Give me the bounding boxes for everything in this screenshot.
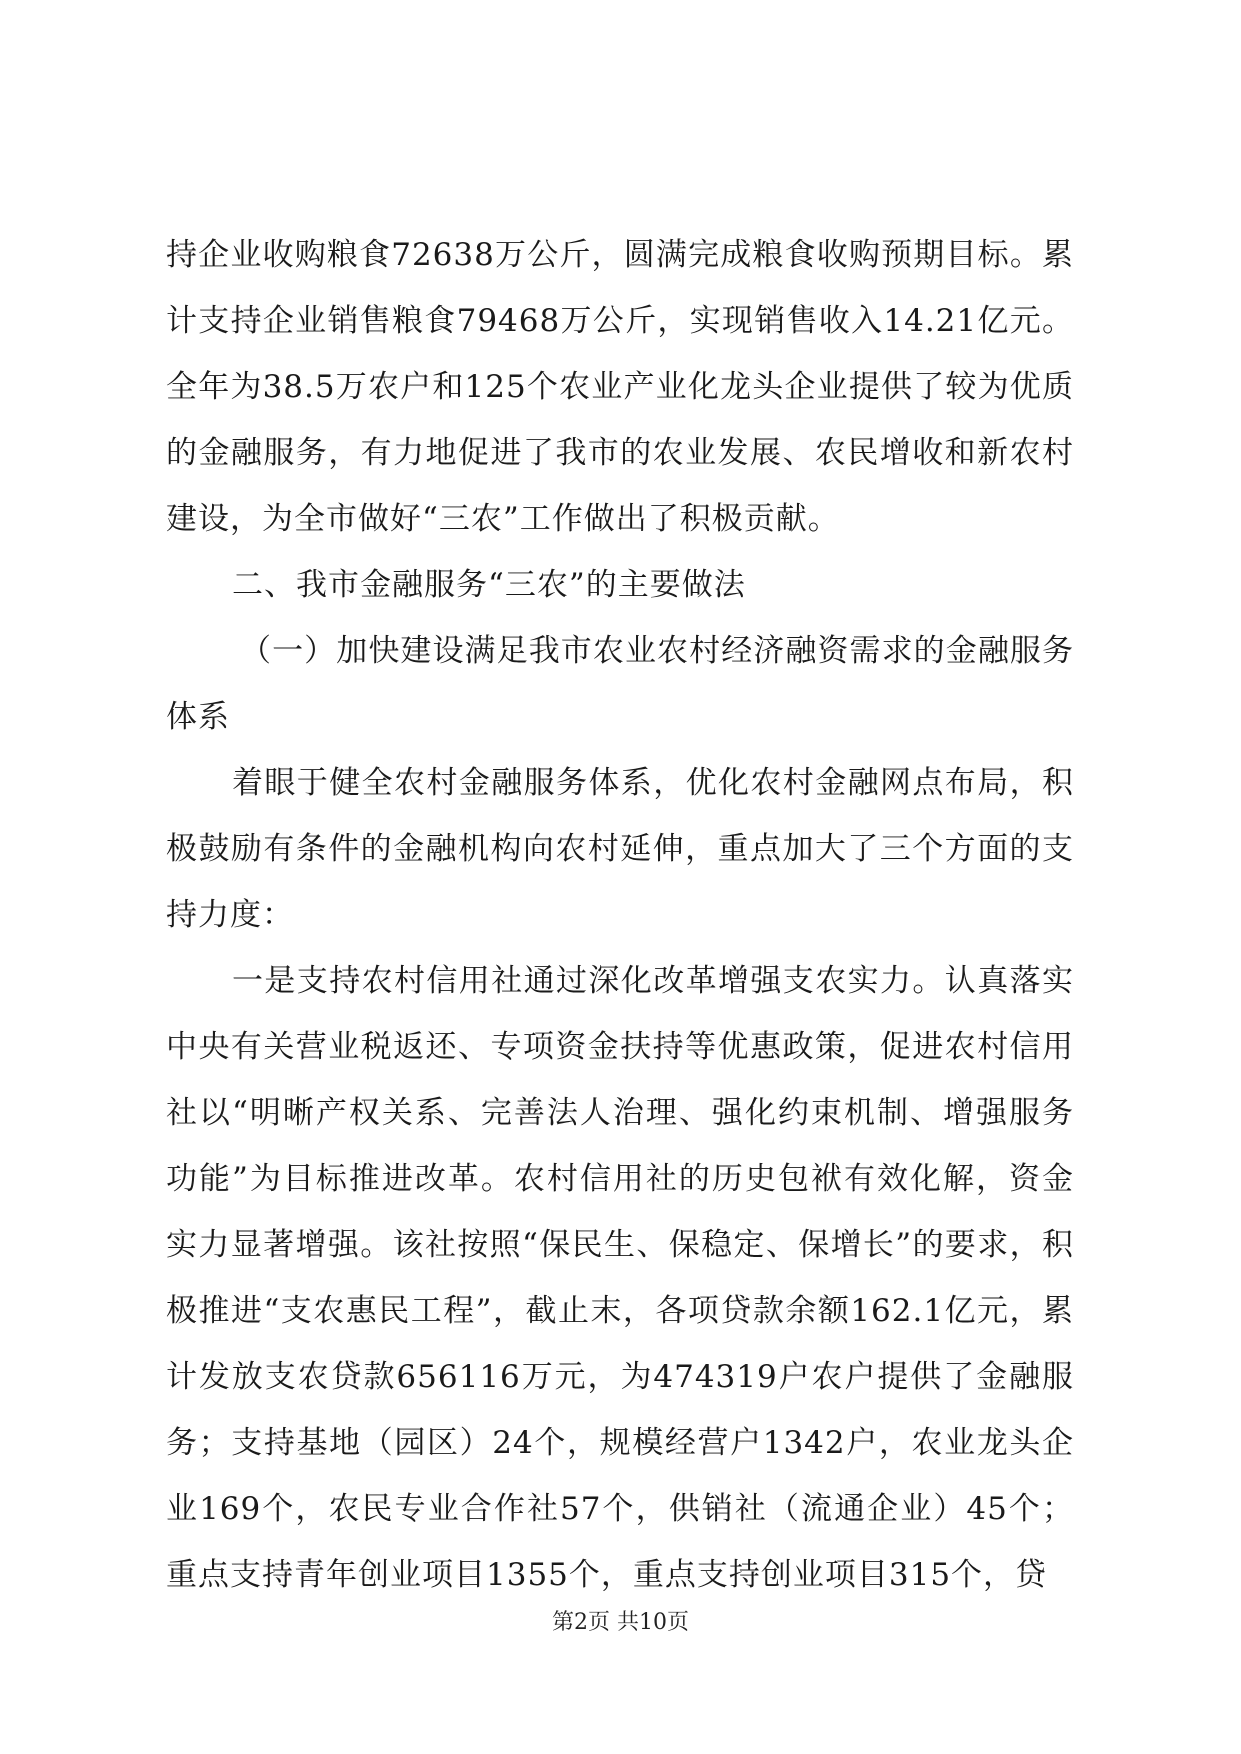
document-body bbox=[166, 222, 1074, 1608]
page-footer: 第2页 共10页 bbox=[552, 1610, 689, 1635]
subsection-heading: （一）加快建设满足我市农业农村经济融资需求的金融服务体系 bbox=[166, 633, 1074, 735]
paragraph-intro: 着眼于健全农村金融服务体系，优化农村金融网点布局，积极鼓励有条件的金融机构向农村延伸，重点加大了三个方面的支持力度： bbox=[166, 765, 1074, 933]
paragraph-rural-credit: 一是支持农村信用社通过深化改革增强支农实力。认真落实中央有关营业税返还、专项资金扶持等优惠政策，促进农村信用社以“明晰产权关系、完善法人治理、强化约束机制、增强服务功能”为目标推进改革。农村信用社的历史包袱有效化解，资金实力显著增强。该社按照“保民生、保稳定、保增长”的要求，积极推进“支农惠民工程”，截止末，各项贷款余额162.1亿元，累计发放支农贷款656116万元，为474319户农户提供了金融服务；支持基地（园区）24个，规模经营户1342户，农业龙头企业169个，农民专业合作社57个，供销社（流通企业）45个；重点支持青年创业项目1355个，重点支持创业项目315个，贷 bbox=[166, 963, 1074, 1593]
section-heading: 二、我市金融服务“三农”的主要做法 bbox=[232, 567, 746, 603]
paragraph-continued-summary: 持企业收购粮食72638万公斤，圆满完成粮食收购预期目标。累计支持企业销售粮食79468万公斤，实现销售收入14.21亿元。全年为38.5万农户和125个农业产业化龙头企业提供了较为优质的金融服务，有力地促进了我市的农业发展、农民增收和新农村建设，为全市做好“三农”工作做出了积极贡献。 bbox=[166, 237, 1074, 537]
